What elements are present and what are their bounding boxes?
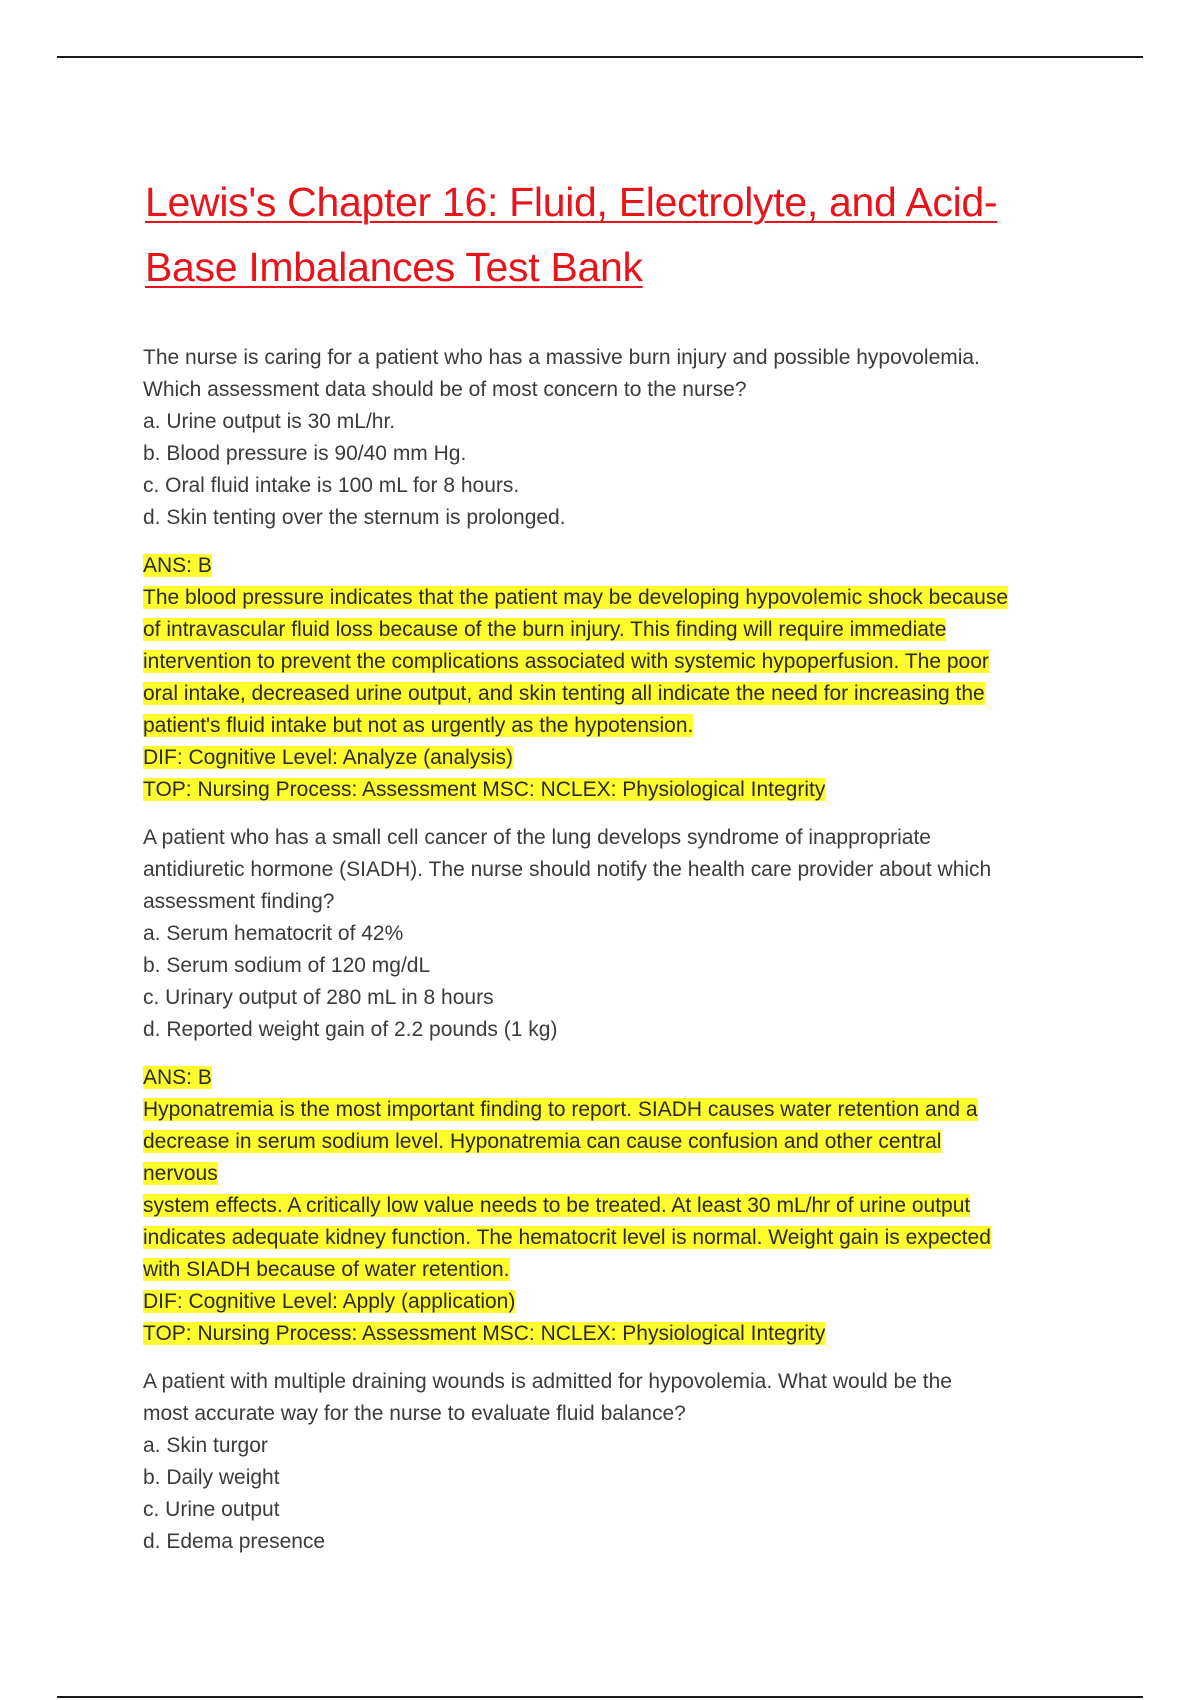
topic-category: TOP: Nursing Process: Assessment MSC: NCLEX: Physiological Integrity [143, 1322, 826, 1345]
difficulty-level: DIF: Cognitive Level: Apply (application) [143, 1290, 516, 1313]
title-line-1: Lewis's Chapter 16: Fluid, Electrolyte, and Acid- [145, 179, 998, 225]
answer-option-b: b. Daily weight [143, 1466, 280, 1489]
answer-option-b: b. Blood pressure is 90/40 mm Hg. [143, 442, 467, 465]
footer-rule [57, 1696, 1143, 1698]
difficulty-level: DIF: Cognitive Level: Analyze (analysis) [143, 746, 513, 769]
answer-option-a: a. Serum hematocrit of 42% [143, 922, 404, 945]
document-title [145, 170, 1065, 300]
answer-option-c: c. Oral fluid intake is 100 mL for 8 hours. [143, 474, 520, 497]
rationale-line: of intravascular fluid loss because of the burn injury. This finding will require immediate [143, 618, 947, 641]
question-stem-line: A patient who has a small cell cancer of the lung develops syndrome of inappropriate [143, 826, 931, 849]
rationale-line: The blood pressure indicates that the patient may be developing hypovolemic shock because [143, 586, 1009, 609]
header-rule [57, 56, 1143, 58]
question-1 [143, 342, 1073, 534]
question-stem-line: assessment finding? [143, 890, 335, 913]
test-bank-content [143, 342, 1073, 1574]
question-stem-line: most accurate way for the nurse to evaluate fluid balance? [143, 1402, 686, 1425]
answer-option-d: d. Skin tenting over the sternum is prolonged. [143, 506, 566, 529]
rationale-line: with SIADH because of water retention. [143, 1258, 510, 1281]
rationale-line: system effects. A critically low value needs to be treated. At least 30 mL/hr of urine output [143, 1194, 971, 1217]
question-3 [143, 1366, 1073, 1558]
answer-block-2 [143, 1062, 1073, 1350]
question-2 [143, 822, 1073, 1046]
question-stem-line: A patient with multiple draining wounds is admitted for hypovolemia. What would be the [143, 1370, 952, 1393]
rationale-line: Hyponatremia is the most important finding to report. SIADH causes water retention and a [143, 1098, 978, 1121]
answer-key: ANS: B [143, 554, 212, 577]
rationale-line: indicates adequate kidney function. The hematocrit level is normal. Weight gain is expected [143, 1226, 991, 1249]
question-stem-line: The nurse is caring for a patient who has a massive burn injury and possible hypovolemia. [143, 346, 980, 369]
answer-option-c: c. Urine output [143, 1498, 280, 1521]
answer-option-a: a. Skin turgor [143, 1434, 268, 1457]
rationale-line: patient's fluid intake but not as urgently as the hypotension. [143, 714, 694, 737]
title-line-2: Base Imbalances Test Bank [145, 244, 643, 290]
rationale-line: decrease in serum sodium level. Hyponatremia can cause confusion and other central [143, 1130, 942, 1153]
rationale-line: nervous [143, 1162, 218, 1185]
answer-option-a: a. Urine output is 30 mL/hr. [143, 410, 396, 433]
answer-key: ANS: B [143, 1066, 212, 1089]
answer-option-b: b. Serum sodium of 120 mg/dL [143, 954, 431, 977]
rationale-line: intervention to prevent the complications associated with systemic hypoperfusion. The poor [143, 650, 989, 673]
rationale-line: oral intake, decreased urine output, and skin tenting all indicate the need for increasing the [143, 682, 985, 705]
question-stem-line: Which assessment data should be of most concern to the nurse? [143, 378, 747, 401]
answer-option-d: d. Reported weight gain of 2.2 pounds (1 kg) [143, 1018, 558, 1041]
answer-option-c: c. Urinary output of 280 mL in 8 hours [143, 986, 494, 1009]
question-stem-line: antidiuretic hormone (SIADH). The nurse should notify the health care provider about which [143, 858, 992, 881]
answer-option-d: d. Edema presence [143, 1530, 326, 1553]
topic-category: TOP: Nursing Process: Assessment MSC: NCLEX: Physiological Integrity [143, 778, 826, 801]
answer-block-1 [143, 550, 1073, 806]
